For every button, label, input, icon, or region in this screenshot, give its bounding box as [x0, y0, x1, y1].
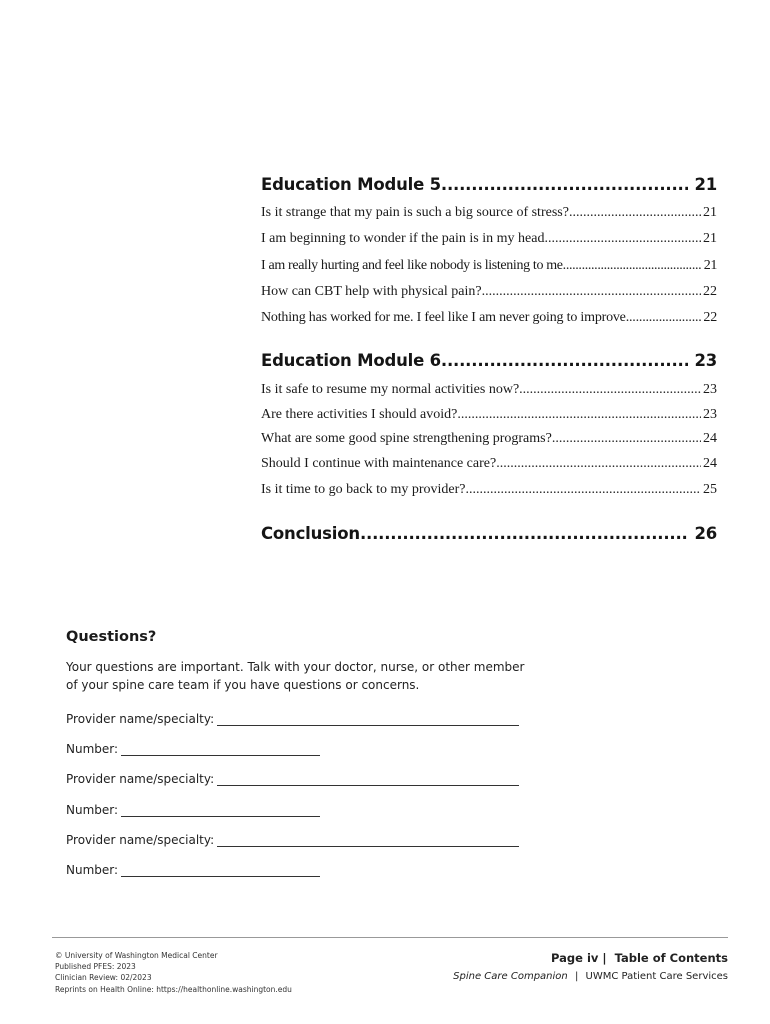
- page-separator: |: [602, 951, 607, 965]
- toc-item: [261, 382, 717, 398]
- publication-line: [453, 971, 728, 982]
- toc-title: Is it time to go back to my provider?: [261, 482, 466, 497]
- toc-page: 26: [694, 524, 717, 543]
- questions-heading: Questions?: [66, 629, 157, 645]
- provider-blank-line[interactable]: [217, 771, 519, 786]
- toc-page: 24: [703, 431, 717, 446]
- toc-page: 23: [703, 407, 717, 422]
- toc-page: 21: [694, 175, 717, 194]
- provider-field[interactable]: [66, 711, 519, 726]
- provider-field[interactable]: [66, 832, 519, 847]
- toc-page: 21: [703, 231, 717, 246]
- number-label: Number:: [66, 863, 119, 877]
- provider-field[interactable]: [66, 771, 519, 786]
- number-field[interactable]: [66, 741, 320, 756]
- toc-leader: [552, 431, 701, 447]
- toc-item: [261, 205, 717, 221]
- footer-page-info: [453, 950, 728, 982]
- number-blank-line[interactable]: [121, 802, 320, 817]
- number-field[interactable]: [66, 802, 320, 817]
- footer-divider: [52, 937, 728, 938]
- organization-name: UWMC Patient Care Services: [585, 971, 728, 982]
- toc-item: [261, 482, 717, 498]
- footer-copyright: © University of Washington Medical Center: [55, 951, 218, 960]
- toc-item: [261, 258, 717, 274]
- provider-blank-line[interactable]: [217, 711, 519, 726]
- toc-leader: [496, 456, 701, 472]
- toc-title: Education Module 6: [261, 351, 441, 370]
- toc-page: 23: [694, 351, 717, 370]
- toc-title: How can CBT help with physical pain?: [261, 284, 482, 299]
- toc-leader: [360, 524, 689, 543]
- footer-reprints: Reprints on Health Online: https://healthonline.washington.edu: [55, 984, 292, 994]
- number-blank-line[interactable]: [121, 741, 320, 756]
- toc-page: 21: [703, 205, 717, 220]
- number-blank-line[interactable]: [121, 862, 320, 877]
- toc-leader: [569, 205, 701, 221]
- toc-title: Education Module 5: [261, 175, 441, 194]
- toc-title: Nothing has worked for me. I feel like I am never going to improve: [261, 310, 626, 325]
- toc-title: Is it safe to resume my normal activities now?: [261, 382, 520, 397]
- toc-title: I am beginning to wonder if the pain is in my head: [261, 231, 545, 246]
- toc-conclusion: [261, 524, 717, 543]
- toc-page: 21: [703, 258, 717, 273]
- toc-title: Conclusion: [261, 524, 360, 543]
- toc-page: 22: [703, 284, 717, 299]
- page-indicator: [453, 950, 728, 966]
- toc-page: 24: [703, 456, 717, 471]
- toc-leader: [544, 231, 701, 247]
- toc-leader: [441, 175, 689, 194]
- toc-title: I am really hurting and feel like nobody is listening to me: [261, 258, 563, 273]
- toc-leader: [519, 382, 701, 398]
- toc-leader: [441, 351, 689, 370]
- publication-separator: |: [574, 971, 579, 982]
- footer-published: Published PFES: 2023: [55, 962, 136, 972]
- section-name: Table of Contents: [614, 951, 728, 965]
- provider-label: Provider name/specialty:: [66, 712, 215, 726]
- toc-title: Are there activities I should avoid?: [261, 407, 458, 422]
- toc-leader: [626, 310, 702, 326]
- toc-page: 23: [703, 382, 717, 397]
- toc-leader: [563, 258, 702, 274]
- toc-item: [261, 310, 717, 326]
- provider-label: Provider name/specialty:: [66, 772, 215, 786]
- publication-title: Spine Care Companion: [453, 971, 568, 982]
- toc-page: 25: [703, 482, 717, 497]
- provider-blank-line[interactable]: [217, 832, 519, 847]
- toc-title: What are some good spine strengthening programs?: [261, 431, 552, 446]
- toc-leader: [466, 482, 701, 498]
- questions-body: Your questions are important. Talk with your doctor, nurse, or other member of your spine care team if you have questions or concerns.: [66, 660, 525, 692]
- toc-leader: [457, 407, 701, 423]
- page-label: Page iv: [551, 951, 599, 965]
- toc-item: [261, 231, 717, 247]
- toc-title: Is it strange that my pain is such a big source of stress?: [261, 205, 569, 220]
- number-field[interactable]: [66, 862, 320, 877]
- toc-page: 22: [703, 310, 717, 325]
- toc-module-6: [261, 351, 717, 370]
- provider-label: Provider name/specialty:: [66, 833, 215, 847]
- number-label: Number:: [66, 803, 119, 817]
- toc-leader: [482, 284, 701, 300]
- toc-item: [261, 284, 717, 300]
- toc-item: [261, 407, 717, 423]
- toc-module-5: [261, 175, 717, 194]
- toc-item: [261, 431, 717, 447]
- toc-title: Should I continue with maintenance care?: [261, 456, 497, 471]
- footer-credits: [55, 950, 292, 995]
- toc-item: [261, 456, 717, 472]
- footer-review: Clinician Review: 02/2023: [55, 973, 152, 983]
- number-label: Number:: [66, 742, 119, 756]
